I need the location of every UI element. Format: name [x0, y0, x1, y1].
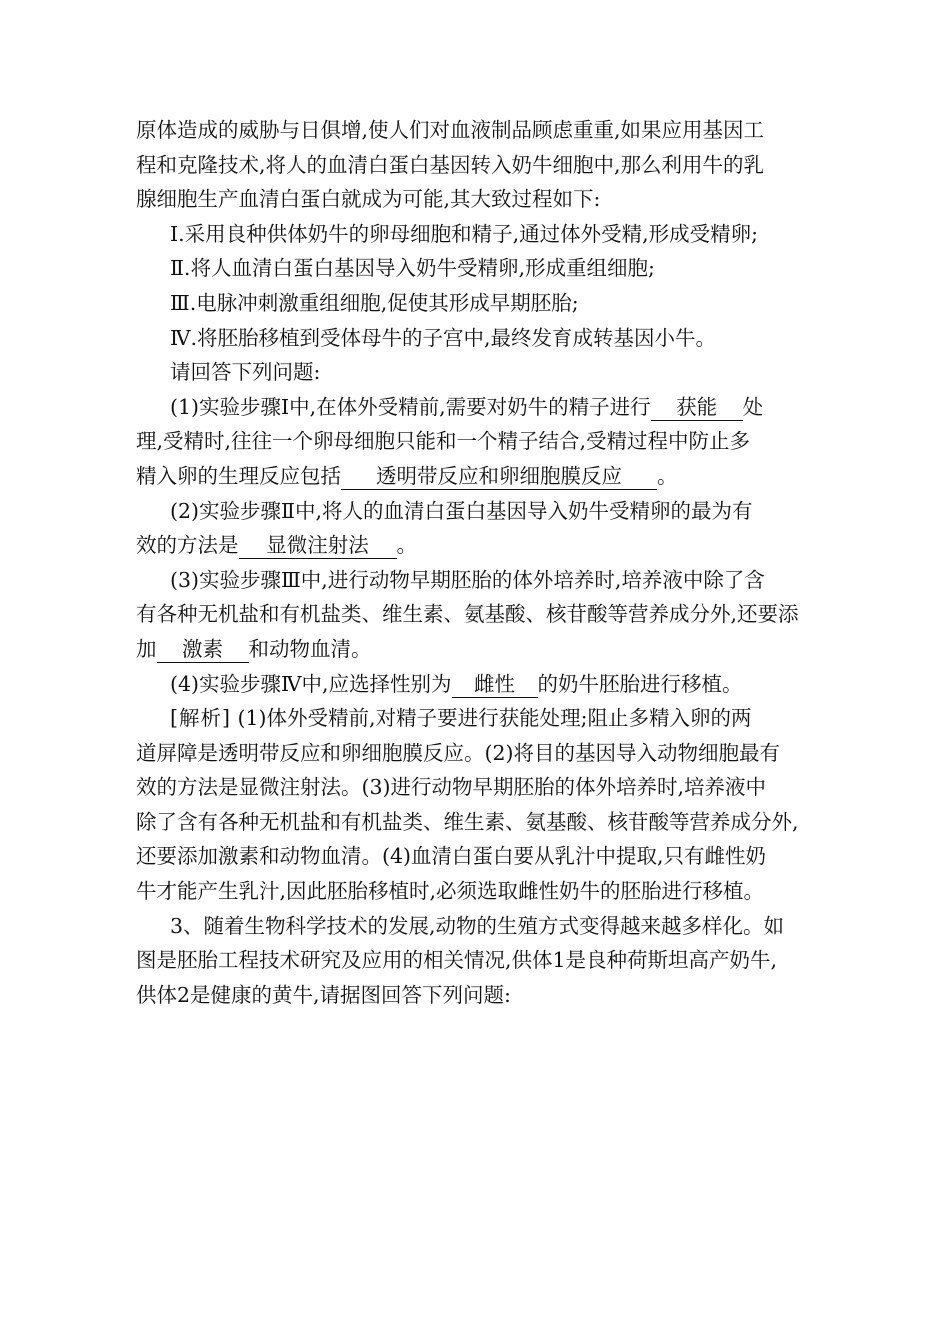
question-1-line-1	[136, 390, 832, 425]
question-3-line-1: (3)实验步骤Ⅲ中,进行动物早期胚胎的体外培养时,培养液中除了含	[170, 567, 765, 592]
analysis-line: 牛才能产生乳汁,因此胚胎移植时,必须选取雌性奶牛的胚胎进行移植。	[136, 879, 765, 904]
analysis-line: 还要添加激素和动物血清。(4)血清白蛋白要从乳汁中提取,只有雌性奶	[136, 844, 767, 869]
analysis-line: 除了含有各种无机盐和有机盐类、维生素、氨基酸、核苷酸等营养成分外,	[136, 809, 799, 834]
question-3-text: 加	[136, 636, 157, 661]
step-2: Ⅱ.将人血清白蛋白基因导入奶牛受精卵,形成重组细胞;	[170, 256, 655, 281]
step-4: Ⅳ.将胚胎移植到受体母牛的子宫中,最终发育成转基因小牛。	[170, 325, 717, 350]
answer-blank-3: 显微注射法	[239, 532, 397, 559]
question-3-heading-line: 供体2是健康的黄牛,请据图回答下列问题:	[136, 982, 511, 1007]
answer-blank-4: 激素	[157, 636, 249, 663]
question-2-text: 效的方法是	[136, 533, 239, 558]
question-3-heading-line: 图是胚胎工程技术研究及应用的相关情况,供体1是良种荷斯坦高产奶牛,	[136, 948, 778, 973]
question-1-line-2: 理,受精时,往往一个卵母细胞只能和一个精子结合,受精过程中防止多	[136, 429, 751, 454]
question-4-text: (4)实验步骤Ⅳ中,应选择性别为	[170, 671, 452, 696]
question-3-line-2: 有各种无机盐和有机盐类、维生素、氨基酸、核苷酸等营养成分外,还要添	[136, 602, 799, 627]
step-3: Ⅲ.电脉冲刺激重组细胞,促使其形成早期胚胎;	[170, 290, 579, 315]
intro-line: 腺细胞生产血清白蛋白就成为可能,其大致过程如下:	[136, 187, 601, 212]
question-3-end: 和动物血清。	[248, 636, 372, 661]
intro-line: 原体造成的威胁与日俱增,使人们对血液制品顾虑重重,如果应用基因工	[136, 118, 765, 142]
question-1-line-3	[136, 459, 832, 494]
step-1: Ⅰ.采用良种供体奶牛的卵母细胞和精子,通过体外受精,形成受精卵;	[170, 221, 759, 246]
intro-line: 程和克隆技术,将人的血清白蛋白基因转入奶牛细胞中,那么利用牛的乳	[136, 152, 765, 177]
question-1-text-tail: 处	[742, 394, 764, 419]
analysis-line: 道屏障是透明带反应和卵细胞膜反应。(2)将目的基因导入动物细胞最有	[136, 740, 781, 765]
question-prompt: 请回答下列问题:	[170, 360, 321, 385]
answer-blank-1: 获能	[651, 394, 743, 421]
document-page	[136, 113, 832, 1012]
question-3-heading-line: 3、随着生物科学技术的发展,动物的生殖方式变得越来越多样化。如	[170, 913, 785, 938]
question-1-text: 精入卵的生理反应包括	[136, 463, 341, 488]
analysis-text: (1)体外受精前,对精子要进行获能处理;阻止多精入卵的两	[231, 706, 752, 731]
answer-blank-2: 透明带反应和卵细胞膜反应	[341, 463, 657, 490]
question-2-line-2	[136, 528, 832, 563]
question-4-end: 的奶牛胚胎进行移植。	[537, 671, 743, 696]
question-2-end: 。	[396, 533, 417, 558]
question-2-line-1: (2)实验步骤Ⅱ中,将人的血清白蛋白基因导入奶牛受精卵的最为有	[170, 498, 753, 523]
question-1-end: 。	[657, 463, 678, 488]
analysis-tag: [解析]	[170, 706, 231, 731]
question-3-line-3	[136, 632, 832, 667]
answer-blank-5: 雌性	[452, 671, 538, 698]
question-1-text: (1)实验步骤Ⅰ中,在体外受精前,需要对奶牛的精子进行	[170, 394, 651, 419]
analysis-line: 效的方法是显微注射法。(3)进行动物早期胚胎的体外培养时,培养液中	[136, 775, 767, 800]
question-4-line-1	[136, 667, 832, 702]
analysis-line-1	[136, 701, 832, 736]
